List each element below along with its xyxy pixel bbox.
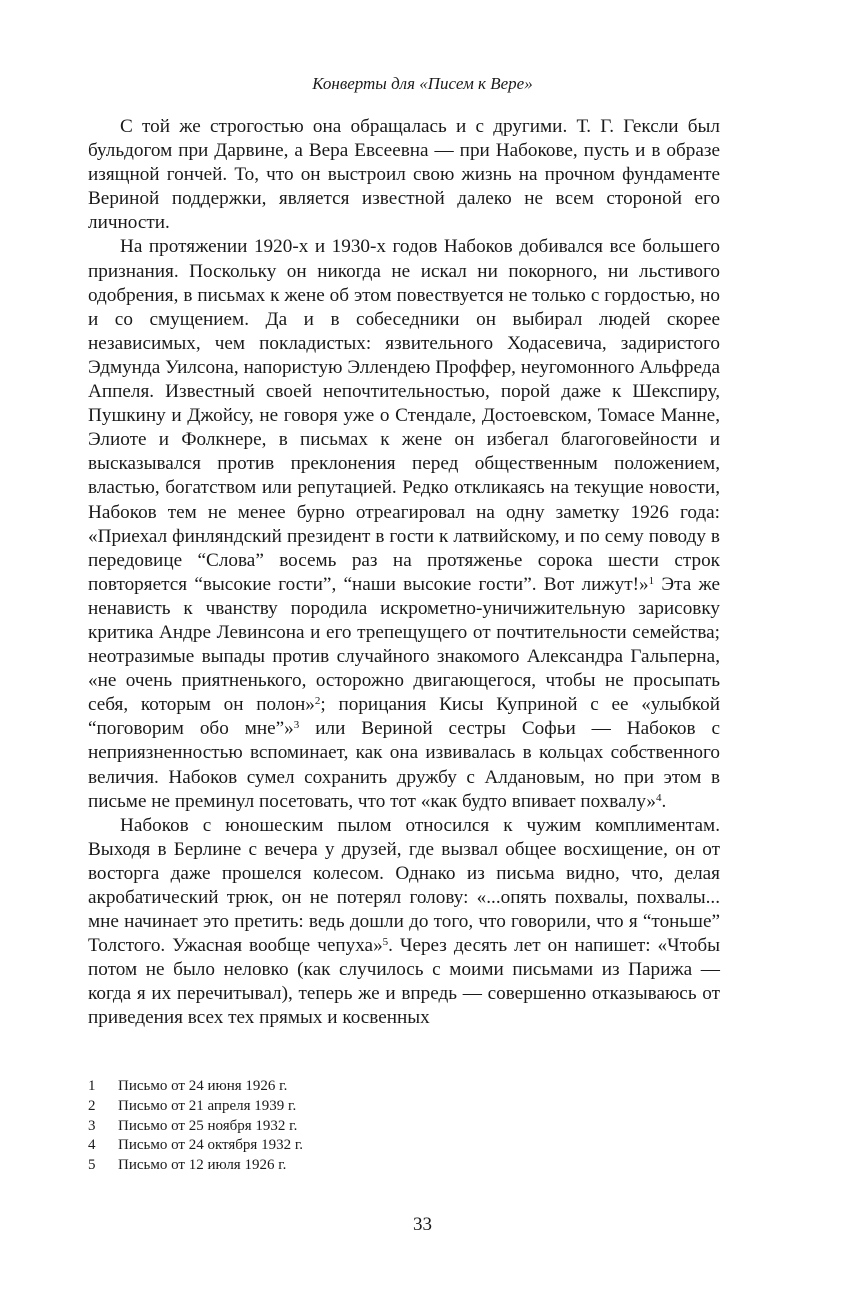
footnote-number: 3 <box>88 1117 96 1134</box>
footnote-number: 4 <box>88 1137 96 1154</box>
paragraph-text: ; порицания Кисы Куприной с ее «улыбкой “поговорим обо мне”» <box>88 694 720 740</box>
main-text <box>88 115 720 1031</box>
footnote-number: 5 <box>88 1157 96 1174</box>
note-marker: 5 <box>382 936 389 949</box>
paragraph-text: или Вериной сестры Софьи — Набоков с неприязненностью вспоминает, как она извивалась в кольцах собственного величия. Набоков сумел сохранить дружбу с Алдановым, но при этом в письме не преминул посетовать, что тот «как будто впивает похвалу» <box>88 718 720 812</box>
paragraph <box>88 235 720 813</box>
note-marker: 2 <box>314 695 321 708</box>
paragraph-text: Эта же ненависть к чванству породила искрометно-уничижительную зарисовку критика Андре Левинсона и его трепещущего от почтительности семейства; неотразимые выпады против случайного знакомого Александра Гальперна, «не очень приятненького, осторожно двигающегося, чтобы не просыпать себя, которым он полон» <box>88 573 721 716</box>
paragraph: С той же строгостью она обращалась и с другими. Т. Г. Гексли был бульдогом при Дарвине, а Вера Евсеевна — при Набокове, пусть и в образе изящной гончей. То, что он выстроил свою жизнь на прочном фундаменте Вериной поддержки, является известной далеко не всем стороной его личности. <box>88 116 720 234</box>
running-header: Конверты для «Писем к Вере» <box>312 74 533 93</box>
paragraph-text: . Через десять лет он напишет: «Чтобы потом не было неловко (как случилось с моими письмами из Парижа — когда я их перечитывал), теперь же и впредь — совершенно отказываюсь от приведения всех тех прямых и косвенных <box>88 935 720 1029</box>
footnote-number: 1 <box>88 1078 96 1094</box>
footnote-text: Письмо от 24 октября 1932 г. <box>118 1137 304 1154</box>
footnote <box>88 1117 720 1137</box>
paragraph-text: Набоков с юношеским пылом относился к чужим комплиментам. Выходя в Берлине с вечера у друзей, где вызвал общее восхищение, он от восторга даже прошелся колесом. Однако из письма видно, что, делая акробатический трюк, он не потерял голову: «...опять похвалы, похвалы... мне начинает это претить: ведь дошли до того, что говорили, что я “тоньше” Толстого. Ужасная вообще чепуха» <box>88 814 720 957</box>
note-marker: 1 <box>648 574 655 587</box>
footnote <box>88 1136 720 1156</box>
paragraph-text: . <box>661 790 667 812</box>
footnotes <box>88 1077 720 1176</box>
paragraph <box>88 814 720 1031</box>
footnote <box>88 1077 720 1097</box>
footnote-text: Письмо от 21 апреля 1939 г. <box>118 1097 297 1114</box>
paragraph-text: На протяжении 1920-х и 1930-х годов Набоков добивался все большего признания. Поскольку он никогда не искал ни покорного, ни льстивого одобрения, в письмах к жене об этом повествуется не только с гордостью, но и со смущением. Да и в собеседники он выбирал людей скорее независимых, чем покладистых: язвительного Ходасевича, задиристого Эдмунда Уилсона, напористую Эллендею Проффер, неугомонного Альфреда Аппеля. Известный своей непочтительностью, порой даже к Шекспиру, Пушкину и Джойсу, не говоря уже о Стендале, Достоевском, Томасе Манне, Элиоте и Фолкнере, в письмах к жене он избегал благоговейности и высказывался против преклонения перед общественным положением, властью, богатством или репутацией. Редко откликаясь на текущие новости, Набоков тем не менее бурно отреагировал на одну заметку 1926 года: «Приехал финляндский президент в гости к латвийскому, и по сему поводу в передовице “Слова” восемь раз на протяженье сорока шести строк повторяется “высокие гости”, “наши высокие гости”. Вот лижут!» <box>88 236 720 595</box>
footnote-text: Письмо от 25 ноября 1932 г. <box>118 1117 298 1134</box>
footnote-text: Письмо от 12 июля 1926 г. <box>118 1157 287 1174</box>
footnote-number: 2 <box>88 1097 96 1114</box>
note-marker: 4 <box>656 791 662 804</box>
note-marker: 3 <box>293 719 300 732</box>
footnote <box>88 1156 720 1176</box>
footnote-text: Письмо от 24 июня 1926 г. <box>118 1078 288 1094</box>
page-number: 33 <box>413 1214 432 1235</box>
footnote <box>88 1097 720 1117</box>
